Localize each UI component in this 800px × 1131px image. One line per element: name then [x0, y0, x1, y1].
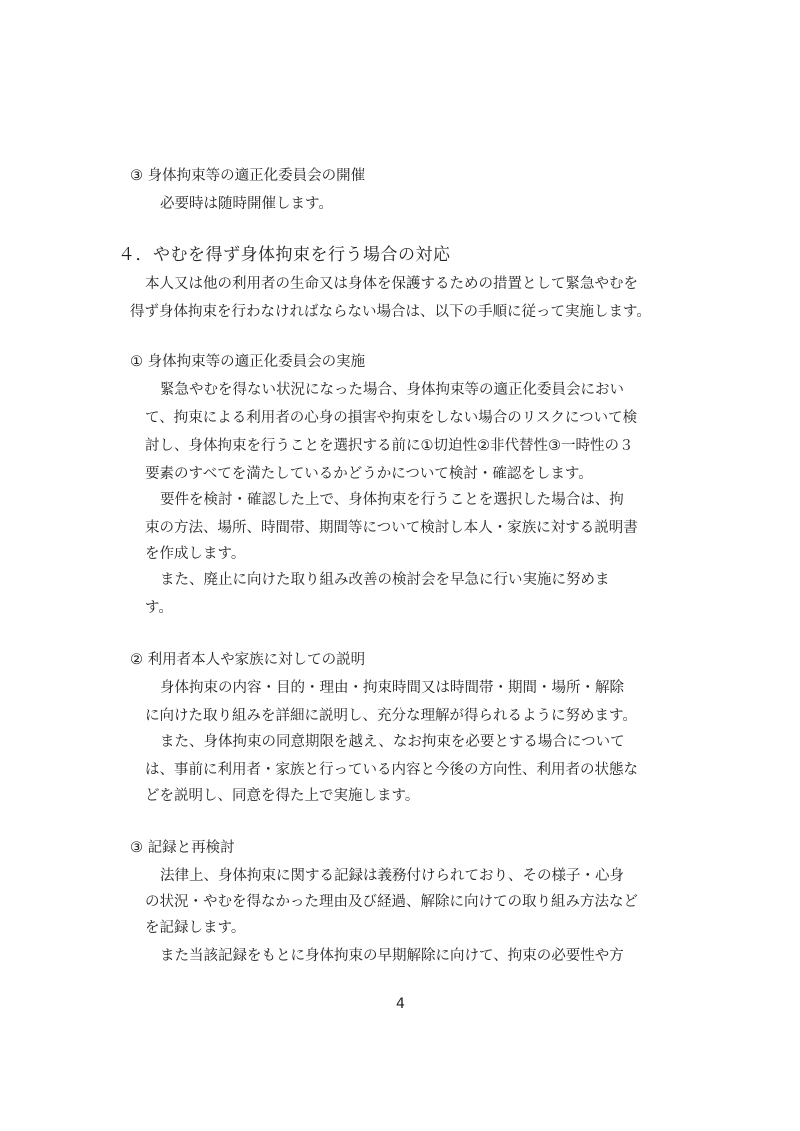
paragraph-line: に向けた取り組みを詳細に説明し、充分な理解が得られるように努めます。	[145, 708, 637, 724]
paragraph-line: 得ず身体拘束を行わなければならない場合は、以下の手順に従って実施します。	[130, 304, 651, 320]
subsection-title-committee-implementation: ① 身体拘束等の適正化委員会の実施	[130, 354, 366, 370]
paragraph-line: を記録します。	[145, 920, 246, 936]
paragraph-line: を作成します。	[145, 546, 246, 562]
page-number: 4	[396, 996, 405, 1012]
subsection-title-explanation: ② 利用者本人や家族に対しての説明	[130, 652, 366, 668]
paragraph-line: 必要時は随時開催します。	[160, 196, 333, 212]
paragraph-line: 緊急やむを得ない状況になった場合、身体拘束等の適正化委員会におい	[160, 382, 624, 398]
paragraph-line: 要素のすべてを満たしているかどうかについて検討・確認をします。	[145, 466, 593, 482]
paragraph-line: また、身体拘束の同意期限を越え、なお拘束を必要とする場合について	[160, 734, 625, 750]
paragraph-line: 束の方法、場所、時間帯、期間等について検討し本人・家族に対する説明書	[145, 520, 638, 536]
paragraph-line: の状況・やむを得なかった理由及び経過、解除に向けての取り組み方法など	[145, 894, 638, 910]
paragraph-line: て、拘束による利用者の心身の損害や拘束をしない場合のリスクについて検	[145, 410, 638, 426]
paragraph-line: また当該記録をもとに身体拘束の早期解除に向けて、拘束の必要性や方	[160, 948, 624, 964]
subsection-title-committee-meeting: ③ 身体拘束等の適正化委員会の開催	[130, 168, 366, 184]
paragraph-line: また、廃止に向けた取り組み改善の検討会を早急に行い実施に努めま	[160, 572, 610, 588]
paragraph-line: 本人又は他の利用者の生命又は身体を保護するための措置として緊急やむを	[145, 276, 638, 292]
paragraph-line: どを説明し、同意を得た上で実施します。	[145, 788, 420, 804]
paragraph-line: 身体拘束の内容・目的・理由・拘束時間又は時間帯・期間・場所・解除	[160, 680, 624, 696]
subsection-title-records: ③ 記録と再検討	[130, 840, 235, 856]
paragraph-line: 法律上、身体拘束に関する記録は義務付けられており、その様子・心身	[160, 868, 624, 884]
section-heading: ４．やむを得ず身体拘束を行う場合の対応	[118, 245, 451, 265]
paragraph-line: 討し、身体拘束を行うことを選択する前に①切迫性②非代替性③一時性の３	[145, 438, 634, 454]
paragraph-line: す。	[145, 600, 173, 616]
paragraph-line: 要件を検討・確認した上で、身体拘束を行うことを選択した場合は、拘	[160, 492, 624, 508]
paragraph-line: は、事前に利用者・家族と行っている内容と今後の方向性、利用者の状態な	[145, 762, 638, 778]
